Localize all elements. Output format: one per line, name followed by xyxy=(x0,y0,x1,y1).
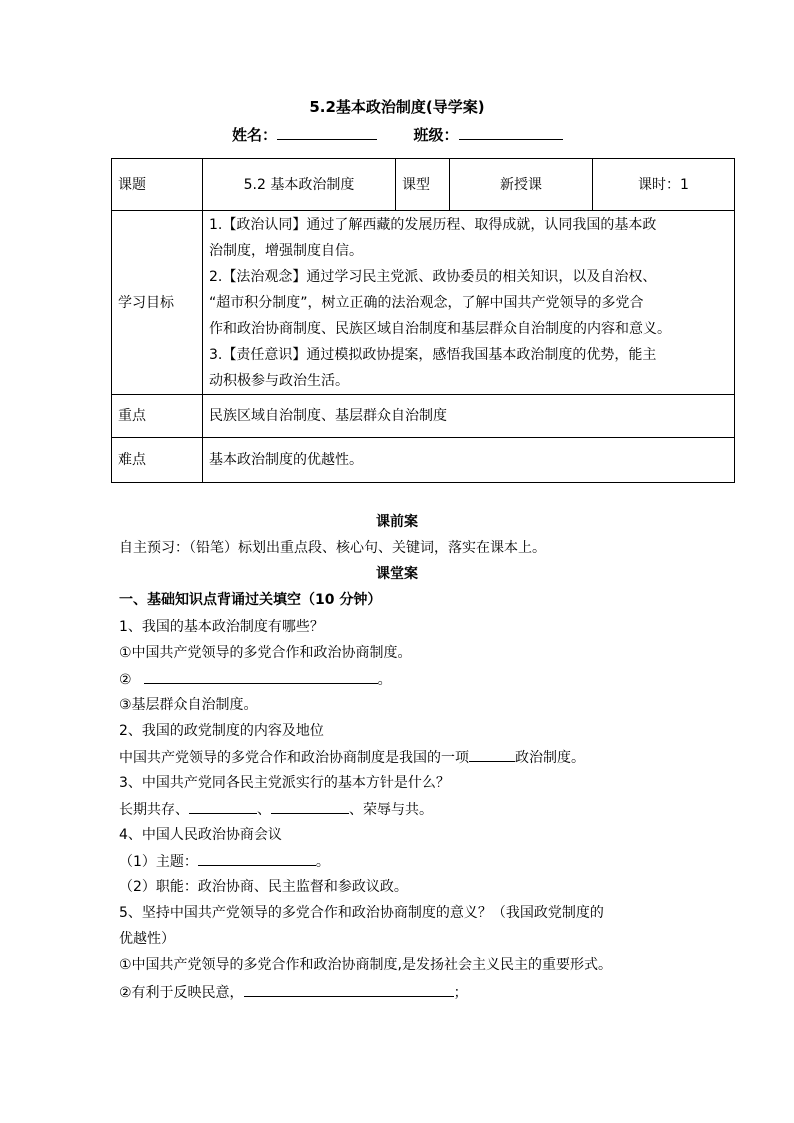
answer-1-3: ③基层群众自治制度。 xyxy=(119,697,258,713)
goals-label: 学习目标 xyxy=(112,211,203,395)
answer-prefix: （1）主题： xyxy=(119,854,198,870)
answer-prefix: 中国共产党领导的多党合作和政治协商制度是我国的一项 xyxy=(119,750,469,766)
fill-blank[interactable] xyxy=(189,799,257,814)
fill-blank[interactable] xyxy=(144,669,378,684)
goal-line: 1.【政治认同】通过了解西藏的发展历程、取得成就，认同我国的基本政 xyxy=(209,216,657,233)
goal-line: 治制度，增强制度自信。 xyxy=(209,242,363,259)
type-label: 课型 xyxy=(396,159,450,211)
question-4: 4、中国人民政治协商会议 xyxy=(119,827,282,843)
key-label: 重点 xyxy=(112,395,203,438)
fill-blank[interactable] xyxy=(469,747,515,762)
question-5-cont: 优越性） xyxy=(119,931,175,947)
answer-5-1: ①中国共产党领导的多党合作和政治协商制度,是发扬社会主义民主的重要形式。 xyxy=(119,957,612,973)
answer-prefix: ② xyxy=(119,672,132,688)
type-value: 新授课 xyxy=(450,159,593,211)
class-blank[interactable] xyxy=(459,124,563,140)
question-3: 3、中国共产党同各民主党派实行的基本方针是什么？ xyxy=(119,775,450,791)
name-blank[interactable] xyxy=(277,124,377,140)
answer-3 xyxy=(119,799,433,820)
in-class-title: 课堂案 xyxy=(376,566,418,582)
answer-suffix: 、荣辱与共。 xyxy=(349,802,433,818)
goal-line: 3.【责任意识】通过模拟政协提案，感悟我国基本政治制度的优势，能主 xyxy=(209,346,657,363)
answer-suffix: 。 xyxy=(315,854,330,870)
fill-blank[interactable] xyxy=(244,982,454,997)
answer-prefix: ②有利于反映民意， xyxy=(119,985,244,1001)
question-2: 2、我国的政党制度的内容及地位 xyxy=(119,723,324,739)
lesson-info-table xyxy=(111,158,735,483)
topic-label: 课题 xyxy=(112,159,203,211)
goal-line: 作和政治协商制度、民族区域自治制度和基层群众自治制度的内容和意义。 xyxy=(209,320,671,337)
answer-5-2 xyxy=(119,982,468,1003)
answer-4-1 xyxy=(119,851,330,872)
answer-prefix: 长期共存、 xyxy=(119,802,189,818)
difficulty-label: 难点 xyxy=(112,438,203,483)
answer-separator: 、 xyxy=(257,802,271,818)
goals-cell xyxy=(203,211,735,395)
answer-1-1: ①中国共产党领导的多党合作和政治协商制度。 xyxy=(119,645,412,661)
question-1: 1、我国的基本政治制度有哪些？ xyxy=(119,619,324,635)
pre-class-text: 自主预习：（铅笔）标划出重点段、核心句、关键词，落实在课本上。 xyxy=(119,540,546,556)
fill-blank[interactable] xyxy=(271,799,349,814)
name-class-row xyxy=(232,124,563,145)
answer-suffix: 。 xyxy=(377,672,392,688)
answer-4-2: （2）职能：政治协商、民主监督和参政议政。 xyxy=(119,879,408,895)
name-label: 姓名： xyxy=(232,126,278,144)
answer-1-2 xyxy=(119,669,392,690)
hours-value: 课时：1 xyxy=(593,159,735,211)
topic-value: 5.2 基本政治制度 xyxy=(203,159,396,211)
goal-line: “超市积分制度”，树立正确的法治观念，了解中国共产党领导的多党合 xyxy=(209,294,644,311)
class-label: 班级： xyxy=(413,126,459,144)
pre-class-title: 课前案 xyxy=(376,514,418,530)
answer-suffix: ； xyxy=(453,985,468,1001)
key-value: 民族区域自治制度、基层群众自治制度 xyxy=(203,395,735,438)
goal-line: 动积极参与政治生活。 xyxy=(209,372,349,389)
fill-blank[interactable] xyxy=(198,851,316,866)
difficulty-value: 基本政治制度的优越性。 xyxy=(203,438,735,483)
page-title: 5.2基本政治制度(导学案) xyxy=(309,98,485,116)
answer-suffix: 政治制度。 xyxy=(515,750,585,766)
section-heading: 一、基础知识点背诵过关填空（10 分钟） xyxy=(119,592,382,608)
goal-line: 2.【法治观念】通过学习民主党派、政协委员的相关知识，以及自治权、 xyxy=(209,268,657,285)
answer-2 xyxy=(119,747,585,768)
question-5: 5、坚持中国共产党领导的多党合作和政治协商制度的意义？（我国政党制度的 xyxy=(119,905,604,921)
